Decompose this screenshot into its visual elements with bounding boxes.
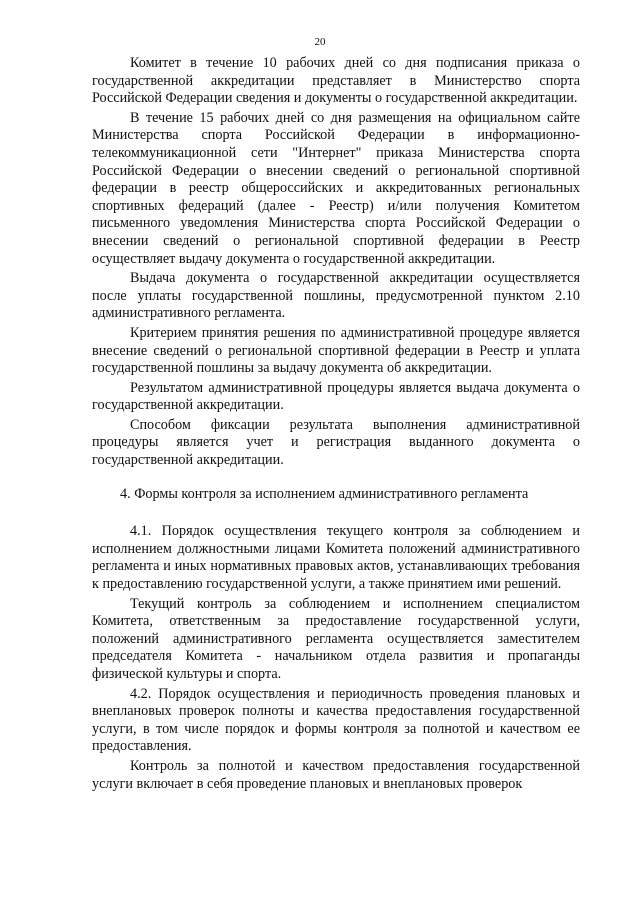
paragraph: Выдача документа о государственной аккредитации осуществляется после уплаты государственной пошлины, предусмотренной пунктом 2.10 административного регламента. [92,270,580,322]
paragraph: Критерием принятия решения по административной процедуре является внесение сведений о региональной спортивной федерации в Реестр и уплата государственной пошлины за выдачу документа об аккредитации. [92,324,580,377]
paragraph: 4.1. Порядок осуществления текущего контроля за соблюдением и исполнением должностными лицами Комитета положений административного регламента и иных нормативных правовых актов, устанавливающих требования к предоставлению государственной услуги, а также принятием ими решений. [92,523,580,593]
page-number: 20 [314,36,326,48]
paragraph: Способом фиксации результата выполнения административной процедуры является учет и регистрация выданного документа о государственной аккредитации. [92,416,580,469]
paragraph: Текущий контроль за соблюдением и исполнением специалистом Комитета, ответственным за предоставление государственной услуги, положений административного регламента осуществляется заместителем председателя Комитета - начальником отдела развития и пропаганды физической культуры и спорта. [92,595,580,682]
paragraph: Комитет в течение 10 рабочих дней со дня подписания приказа о государственной аккредитации представляет в Министерство спорта Российской Федерации сведения и документы о государственной аккредитации. [92,55,580,107]
paragraph: Результатом административной процедуры является выдача документа о государственной аккредитации. [92,379,580,414]
paragraph: В течение 15 рабочих дней со дня размещения на официальном сайте Министерства спорта Российской Федерации в информационно-телекоммуникационной сети "Интернет" приказа Министерства спорта Российской Федерации о внесении сведений о региональной спортивной федерации в реестр общероссийских и аккредитованных региональных спортивных федераций (далее - Реестр) и/или получения Комитетом письменного уведомления Министерства спорта Российской Федерации о внесении сведений о региональной спортивной федерации в Реестр осуществляет выдачу документа о государственной аккредитации. [92,109,580,267]
section-heading: 4. Формы контроля за исполнением административного регламента [120,485,529,502]
document-body [92,55,580,795]
paragraph: 4.2. Порядок осуществления и периодичность проведения плановых и внеплановых проверок полноты и качества предоставления государственной услуги, в том числе порядок и формы контроля за полнотой и качеством ее предоставления. [92,685,580,755]
paragraph: Контроль за полнотой и качеством предоставления государственной услуги включает в себя проведение плановых и внеплановых проверок [92,757,580,792]
